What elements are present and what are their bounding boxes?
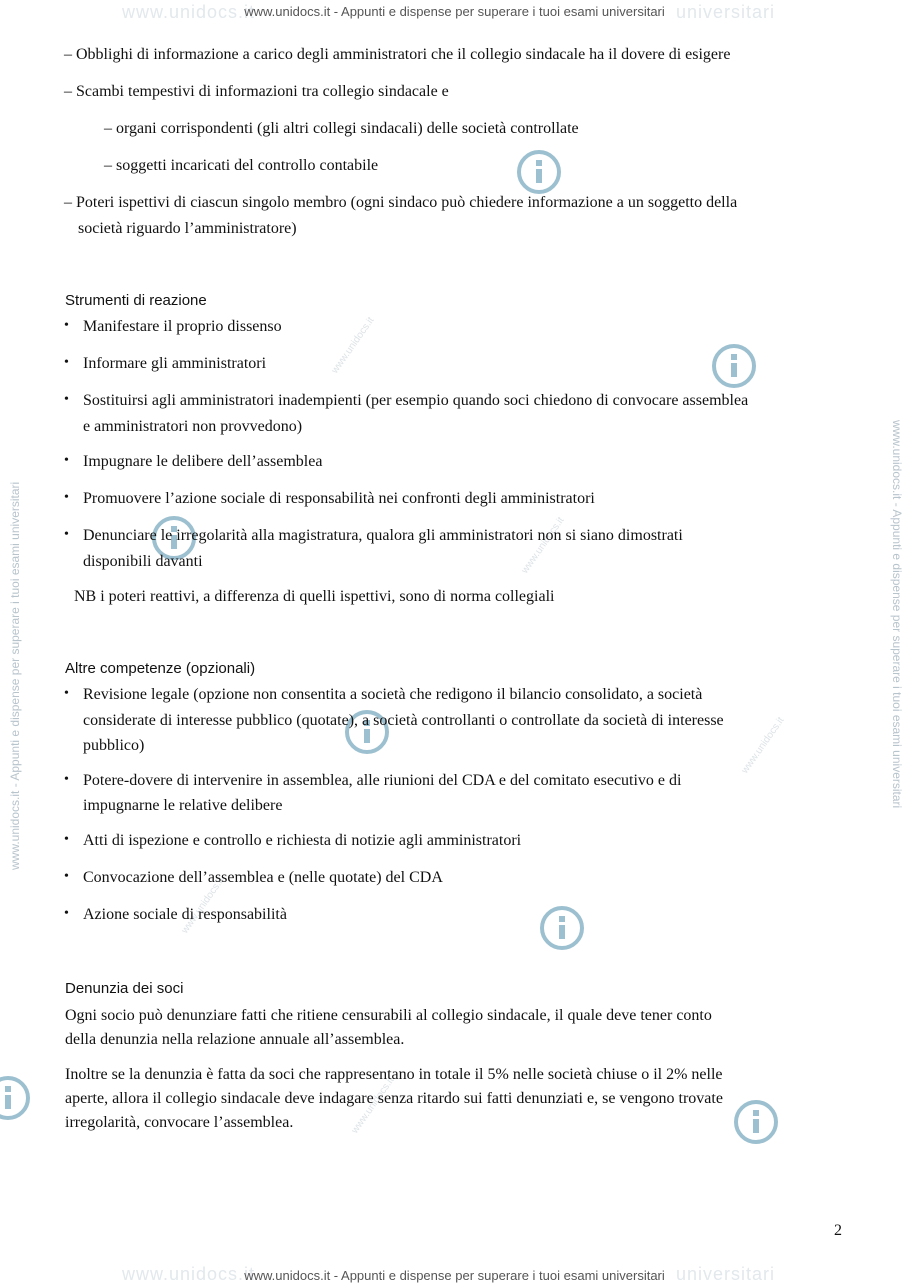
bullet-item: Promuovere l’azione sociale di responsabilità nei confronti degli amministratori — [83, 490, 595, 507]
dash-item: – Scambi tempestivi di informazioni tra collegio sindacale e — [64, 83, 449, 100]
paragraph-line: aperte, allora il collegio sindacale deve indagare senza ritardo sui fatti denunziati e, se vengono trovate — [65, 1090, 723, 1107]
watermark-diag: www.unidocs.it — [329, 315, 377, 376]
paragraph-line: della denunzia nella relazione annuale all’assemblea. — [65, 1031, 405, 1048]
bullet-item-continuation: disponibili davanti — [83, 553, 203, 570]
bullet-item: Informare gli amministratori — [83, 355, 267, 372]
bullet-icon: • — [64, 686, 69, 701]
bullet-item: Atti di ispezione e controllo e richiesta di notizie agli amministratori — [83, 832, 522, 849]
bullet-icon: • — [64, 453, 69, 468]
bullet-item: Convocazione dell’assemblea e (nelle quotate) del CDA — [83, 869, 443, 886]
watermark-side-right: www.unidocs.it - Appunti e dispense per superare i tuoi esami universitari — [890, 420, 904, 809]
paragraph-line: Inoltre se la denunzia è fatta da soci che rappresentano in totale il 5% nelle società chiuse o il 2% nelle — [65, 1066, 723, 1083]
bullet-icon: • — [64, 490, 69, 505]
page-number: 2 — [834, 1222, 842, 1239]
watermark-diag: www.unidocs.it — [179, 875, 227, 936]
bullet-item: Denunciare le irregolarità alla magistratura, qualora gli amministratori non si siano dimostrati — [83, 527, 683, 544]
bullet-item: Manifestare il proprio dissenso — [83, 318, 282, 335]
section-heading: Altre competenze (opzionali) — [65, 660, 256, 677]
bullet-item: Revisione legale (opzione non consentita a società che redigono il bilancio consolidato, a società — [83, 686, 703, 703]
watermark-diag: www.unidocs.it — [519, 515, 567, 576]
bullet-item: Sostituirsi agli amministratori inadempienti (per esempio quando soci chiedono di convocare assemblea — [83, 392, 749, 409]
bullet-icon: • — [64, 772, 69, 787]
bullet-icon: • — [64, 832, 69, 847]
watermark-ghost-bottom-right: universitari — [676, 1264, 776, 1284]
watermark-diag: www.unidocs.it — [739, 715, 787, 776]
dash-item: – Poteri ispettivi di ciascun singolo membro (ogni sindaco può chiedere informazione a un soggetto della — [64, 194, 738, 211]
bullet-item: Impugnare le delibere dell’assemblea — [83, 453, 323, 470]
bullet-icon: • — [64, 869, 69, 884]
bullet-item-continuation: pubblico) — [83, 737, 145, 754]
bullet-item-continuation: considerate di interesse pubblico (quotate), a società controllanti o controllate da società di interesse — [83, 712, 724, 729]
section-heading: Denunzia dei soci — [65, 980, 184, 997]
bullet-icon: • — [64, 527, 69, 542]
dash-item: – Obblighi di informazione a carico degli amministratori che il collegio sindacale ha il dovere di esigere — [64, 46, 731, 63]
watermark-banner-top: www.unidocs.it - Appunti e dispense per superare i tuoi esami universitari — [244, 4, 665, 19]
bullet-icon: • — [64, 392, 69, 407]
dash-item-continuation: società riguardo l’amministratore) — [78, 220, 297, 237]
watermark-ghost-top-left: www.unidocs.it — [122, 2, 256, 22]
watermark-diag: www.unidocs.it — [349, 1075, 397, 1136]
watermark-banner-bottom: www.unidocs.it - Appunti e dispense per superare i tuoi esami universitari — [244, 1268, 665, 1283]
bullet-item: Potere-dovere di intervenire in assemblea, alle riunioni del CDA e del comitato esecutivo e di — [83, 772, 682, 789]
bullet-icon: • — [64, 318, 69, 333]
bullet-icon: • — [64, 355, 69, 370]
watermark-ghost-bottom-left: www.unidocs.it — [122, 1264, 256, 1284]
bullet-item-continuation: impugnarne le relative delibere — [83, 797, 283, 814]
dash-subitem: – organi corrispondenti (gli altri collegi sindacali) delle società controllate — [104, 120, 579, 137]
watermark-ghost-top-right: universitari — [676, 2, 776, 22]
section-heading: Strumenti di reazione — [65, 292, 207, 309]
dash-subitem: – soggetti incaricati del controllo contabile — [104, 157, 379, 174]
paragraph-line: irregolarità, convocare l’assemblea. — [65, 1114, 294, 1131]
note-text: NB i poteri reattivi, a differenza di quelli ispettivi, sono di norma collegiali — [74, 588, 555, 605]
paragraph-line: Ogni socio può denunziare fatti che ritiene censurabili al collegio sindacale, il quale deve tener conto — [65, 1007, 712, 1024]
bullet-item: Azione sociale di responsabilità — [83, 906, 287, 923]
watermark-side-left: www.unidocs.it - Appunti e dispense per superare i tuoi esami universitari — [8, 481, 22, 870]
bullet-icon: • — [64, 906, 69, 921]
bullet-item-continuation: e amministratori non provvedono) — [83, 418, 303, 435]
